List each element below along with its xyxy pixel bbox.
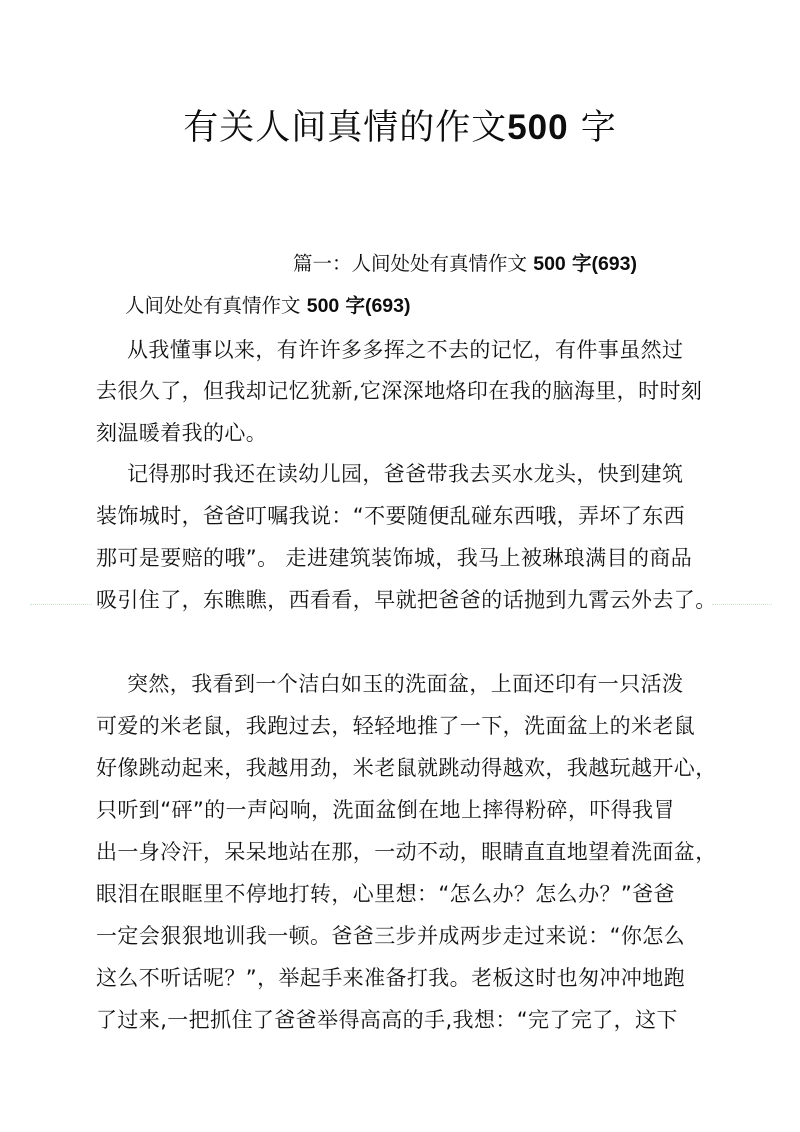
paragraph-line: 吸引住了，东瞧瞧，西看看，早就把爸爸的话抛到九霄云外去了。 [96, 588, 717, 612]
chapter-heading-suffix: 字(693) [571, 253, 637, 275]
paragraph-line: 从我懂事以来，有许许多多挥之不去的记忆，有件事虽然过 [127, 338, 684, 362]
paragraph-line: 出一身冷汗，呆呆地站在那，一动不动，眼睛直直地望着洗面盆， [96, 840, 717, 864]
page-break-marker-left [30, 604, 92, 605]
paragraph-line: 了过来,一把抓住了爸爸举得高高的手,我想：“完了完了，这下 [96, 1008, 678, 1032]
essay-title-text: 人间处处有真情作文 [125, 294, 301, 317]
paragraph-line: 突然，我看到一个洁白如玉的洗面盆，上面还印有一只活泼 [127, 672, 684, 696]
essay-title [125, 292, 411, 320]
document-title [0, 104, 800, 152]
page-break-marker-right [712, 604, 772, 605]
essay-title-number: 500 [306, 295, 340, 317]
chapter-heading [293, 250, 637, 278]
paragraph-line: 可爱的米老鼠，我跑过去，轻轻地推了一下，洗面盆上的米老鼠 [96, 714, 696, 738]
paragraph-line: 刻温暖着我的心。 [96, 421, 268, 445]
paragraph-line: 那可是要赔的哦”。 走进建筑装饰城，我马上被琳琅满目的商品 [96, 546, 693, 570]
paragraph-line: 眼泪在眼眶里不停地打转，心里想：“怎么办？怎么办？”爸爸 [96, 882, 675, 906]
title-number: 500 [507, 108, 569, 147]
paragraph-line: 记得那时我还在读幼儿园，爸爸带我去买水龙头，快到建筑 [127, 462, 684, 486]
chapter-heading-text: 篇一：人间处处有真情作文 [293, 252, 528, 275]
essay-title-suffix: 字(693) [345, 295, 411, 317]
title-text: 有关人间真情的作文 [183, 108, 508, 148]
paragraph-line: 这么不听话呢？”，举起手来准备打我。老板这时也匆冲冲地跑 [96, 966, 686, 990]
paragraph-line: 去很久了，但我却记忆犹新,它深深地烙印在我的脑海里，时时刻 [96, 379, 703, 403]
paragraph-line: 只听到“砰”的一声闷响，洗面盆倒在地上摔得粉碎，吓得我冒 [96, 798, 675, 822]
paragraph-line: 装饰城时，爸爸叮嘱我说：“不要随便乱碰东西哦，弄坏了东西 [96, 504, 686, 528]
paragraph-line: 好像跳动起来，我越用劲，米老鼠就跳动得越欢，我越玩越开心， [96, 756, 717, 780]
paragraph-line: 一定会狠狠地训我一顿。爸爸三步并成两步走过来说：“你怎么 [96, 924, 686, 948]
chapter-heading-number: 500 [533, 253, 566, 275]
title-suffix: 字 [580, 108, 617, 148]
